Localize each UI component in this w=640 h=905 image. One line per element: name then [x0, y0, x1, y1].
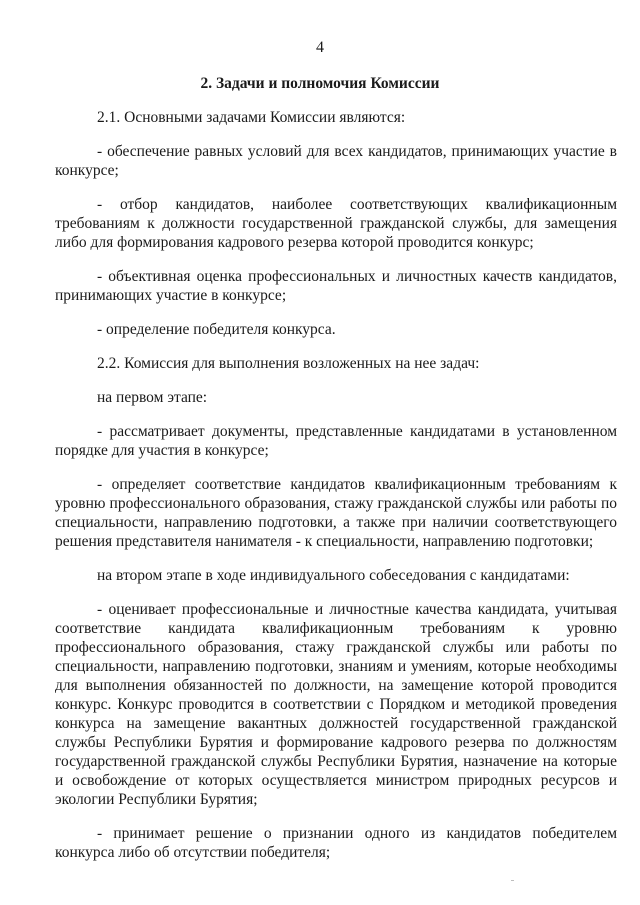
paragraph-task-objective-assessment: - объективная оценка профессиональных и личностных качеств кандидатов, принимающих участие в конкурсе; — [55, 268, 617, 304]
paragraph-second-stage: на втором этапе в ходе индивидуального собеседования с кандидатами: — [97, 567, 570, 584]
paragraph-task-winner-determination: - определение победителя конкурса. — [97, 321, 336, 338]
paragraph-evaluates-qualities: - оценивает профессиональные и личностные качества кандидата, учитывая соответствие кандидата квалификационным требованиям к уровню профессионального образования, стажу гражданской службы или работы по специальности, направлению подготовки, знаниям и умениям, которые необходимы для выполнения обязанностей по должности, на замещение которой проводится конкурс. Конкурс проводится в соответствии с Порядком и методикой проведения конкурса на замещение вакантных должностей государственной гражданской службы Республики Бурятия и формирование кадрового резерва по должностям государственной гражданской службы Республики Бурятия, назначение на которые и освобождение от которых осуществляется министром природных ресурсов и экологии Республики Бурятия; — [55, 601, 617, 808]
paragraph-determines-compliance: - определяет соответствие кандидатов квалификационным требованиям к уровню профессионального образования, стажу гражданской службы или работы по специальности, направлению подготовки, а также при наличии соответствующего решения представителя нанимателя - к специальности, направлению подготовки; — [55, 476, 617, 550]
paragraph-2-1-intro: 2.1. Основными задачами Комиссии являются: — [97, 109, 406, 126]
paragraph-decides-winner: - принимает решение о признании одного из кандидатов победителем конкурса либо об отсутствии победителя; — [55, 825, 617, 861]
paragraph-task-candidate-selection: - отбор кандидатов, наиболее соответствующих квалификационным требованиям к должности государственной гражданской службы, для замещения либо для формирования кадрового резерва которой проводится конкурс; — [55, 196, 617, 251]
paragraph-first-stage: на первом этапе: — [97, 389, 208, 406]
document-body — [55, 108, 617, 877]
paragraph-reviews-documents: - рассматривает документы, представленные кандидатами в установленном порядке для участия в конкурсе; — [55, 423, 617, 459]
paragraph-task-equal-conditions: - обеспечение равных условий для всех кандидатов, принимающих участие в конкурсе; — [55, 143, 617, 179]
scan-artifact — [511, 880, 514, 881]
page-number: 4 — [316, 39, 324, 56]
section-title: 2. Задачи и полномочия Комиссии — [200, 75, 440, 92]
paragraph-2-2-intro: 2.2. Комиссия для выполнения возложенных на нее задач: — [97, 355, 480, 372]
